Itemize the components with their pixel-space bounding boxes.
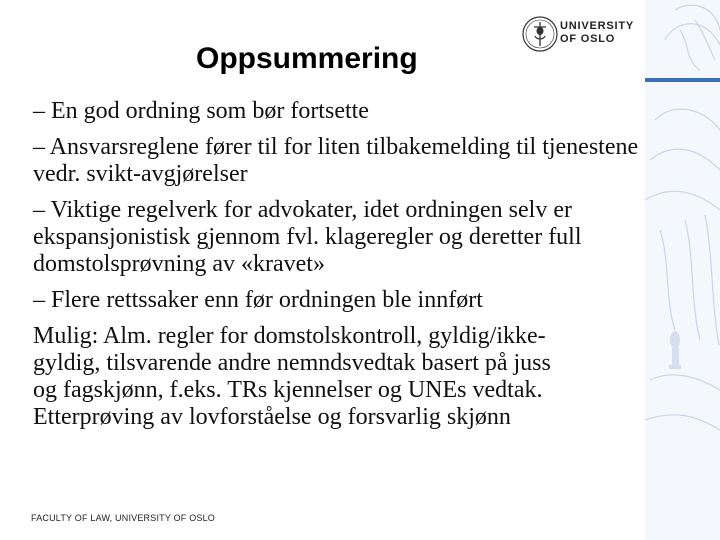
slide-body bbox=[33, 98, 645, 431]
conclusion-line: gyldig, tilsvarende andre nemndsvedtak basert på juss bbox=[33, 350, 551, 376]
logo-line-2: OF OSLO bbox=[560, 33, 616, 45]
slide-title: Oppsummering bbox=[196, 42, 418, 75]
conclusion-paragraph bbox=[33, 323, 645, 431]
bullet-2: – Ansvarsreglene fører til for liten tilbakemelding til tjenestene vedr. svikt-avgjørelser bbox=[33, 134, 639, 187]
footer-text: FACULTY OF LAW, UNIVERSITY OF OSLO bbox=[31, 513, 216, 523]
conclusion-line: Mulig: Alm. regler for domstolskontroll, gyldig/ikke- bbox=[33, 323, 546, 349]
conclusion-line: og fagskjønn, f.eks. TRs kjennelser og UNEs vedtak. bbox=[33, 377, 543, 403]
bullet-1: – En god ordning som bør fortsette bbox=[33, 98, 369, 124]
bullet-3: – Viktige regelverk for advokater, idet ordningen selv er ekspansjonistisk gjennom fvl. klageregler og deretter full domstolsprøvning av «kravet» bbox=[33, 197, 582, 277]
logo-line-1: UNIVERSITY bbox=[560, 20, 635, 32]
bullet-4: – Flere rettssaker enn før ordningen ble innført bbox=[33, 287, 483, 313]
accent-band bbox=[645, 78, 720, 82]
conclusion-line: Etterprøving av lovforståelse og forsvarlig skjønn bbox=[33, 404, 511, 430]
university-logo-text bbox=[560, 20, 634, 46]
